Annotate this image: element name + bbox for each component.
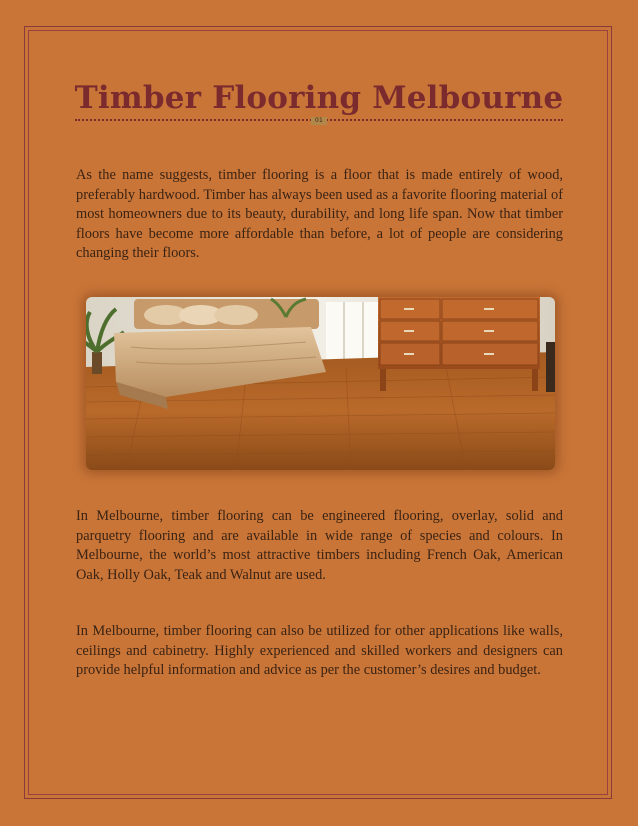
paragraph-intro: As the name suggests, timber flooring is a floor that is made entirely of wood, preferably hardwood. Timber has always been used as a favorite flooring material of most homeowners due to its beauty, durability, and long life span. Now that timber floors have become more affordable than before, a lot of people are considering changing their floors. — [76, 167, 563, 262]
paragraph-applications: In Melbourne, timber flooring can also be utilized for other applications like walls, ceilings and cabinetry. Highly experienced and skilled workers and designers can provide helpful information and advice as per the customer’s desires and budget. — [76, 623, 563, 679]
bedroom-floor-photo — [86, 297, 555, 470]
paragraph-types: In Melbourne, timber flooring can be engineered flooring, overlay, solid and parquetry flooring and are available in wide range of species and colours. In Melbourne, the world’s most attractive timbers including French Oak, American Oak, Holly Oak, Teak and Walnut are used. — [76, 508, 563, 583]
page-title — [74, 78, 564, 124]
page-title-text: Timber Flooring Melbourne — [74, 80, 564, 116]
title-container — [0, 78, 638, 124]
title-marker: 01 — [311, 117, 327, 125]
